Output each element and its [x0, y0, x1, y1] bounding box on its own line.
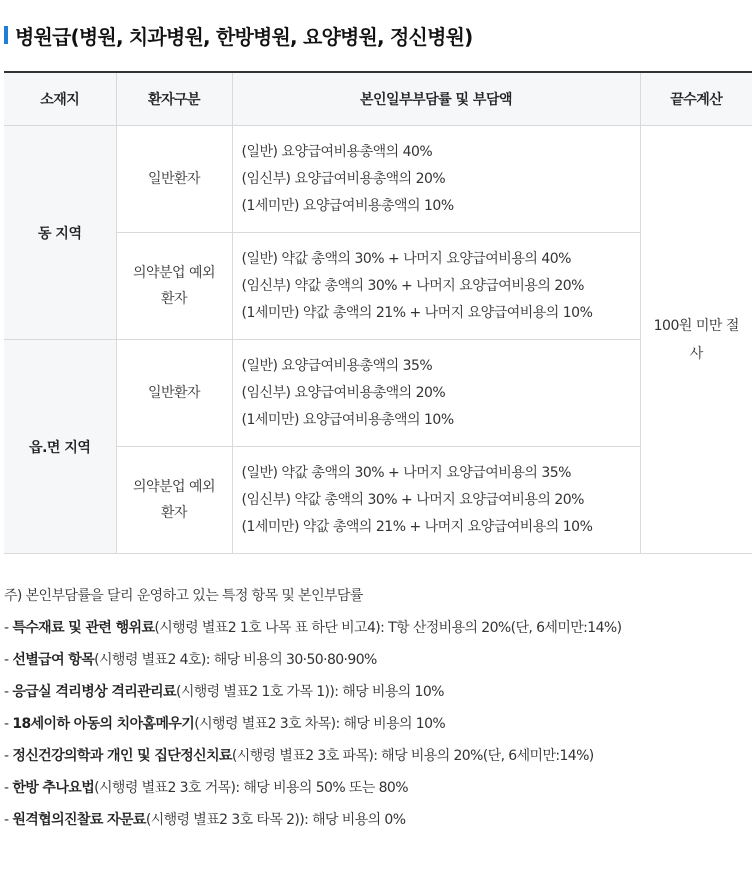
note-item: - 응급실 격리병상 격리관리료(시행령 별표2 1호 가목 1)): 해당 비용의 10% — [4, 684, 444, 700]
note-label: 원격협의진찰료 자문료 — [12, 812, 146, 828]
note-label: 한방 추나요법 — [12, 780, 95, 796]
note-text: (시행령 별표2 3호 거목): 해당 비용의 50% 또는 80% — [94, 780, 408, 796]
rate-cell — [232, 233, 640, 340]
table-row — [4, 126, 752, 233]
header-region: 소재지 — [4, 72, 116, 126]
table-header-row — [4, 72, 752, 126]
table-row — [4, 340, 752, 447]
rate-line: (1세미만) 약값 총액의 21% + 나머지 요양급여비용의 10% — [241, 518, 593, 535]
note-label: 특수재료 및 관련 행위료 — [12, 620, 155, 636]
rate-line: (임신부) 요양급여비용총액의 20% — [241, 384, 446, 401]
header-rate: 본인일부부담률 및 부담액 — [232, 72, 640, 126]
rate-line: (일반) 요양급여비용총액의 35% — [241, 357, 433, 374]
note-label: 정신건강의학과 개인 및 집단정신치료 — [12, 748, 232, 764]
note-text: (시행령 별표2 3호 차목): 해당 비용의 10% — [194, 716, 446, 732]
copayment-table — [4, 71, 752, 554]
note-item: - 선별급여 항목(시행령 별표2 4호): 해당 비용의 30·50·80·90% — [4, 652, 377, 668]
rate-line: (1세미만) 약값 총액의 21% + 나머지 요양급여비용의 10% — [241, 304, 593, 321]
header-patient-type: 환자구분 — [116, 72, 232, 126]
note-item: - 정신건강의학과 개인 및 집단정신치료(시행령 별표2 3호 파목): 해당 비용의 20%(단, 6세미만:14%) — [4, 748, 594, 764]
note-text: (시행령 별표2 4호): 해당 비용의 30·50·80·90% — [94, 652, 377, 668]
note-item: - 특수재료 및 관련 행위료(시행령 별표2 1호 나목 표 하단 비고4): T항 산정비용의 20%(단, 6세미만:14%) — [4, 620, 622, 636]
patient-type-cell: 의약분업 예외환자 — [116, 447, 232, 554]
rate-line: (임신부) 약값 총액의 30% + 나머지 요양급여비용의 20% — [241, 491, 584, 508]
note-item: - 18세이하 아동의 치아홈메우기(시행령 별표2 3호 차목): 해당 비용의 10% — [4, 716, 446, 732]
rate-line: (일반) 약값 총액의 30% + 나머지 요양급여비용의 40% — [241, 250, 571, 267]
note-label: 선별급여 항목 — [12, 652, 95, 668]
note-item: - 원격협의진찰료 자문료(시행령 별표2 3호 타목 2)): 해당 비용의 0% — [4, 812, 406, 828]
table-row — [4, 447, 752, 554]
note-label: 응급실 격리병상 격리관리료 — [12, 684, 176, 700]
note-text: (시행령 별표2 3호 타목 2)): 해당 비용의 0% — [145, 812, 406, 828]
rate-line: (일반) 요양급여비용총액의 40% — [241, 143, 433, 160]
rounding-cell: 100원 미만 절사 — [640, 126, 752, 554]
rate-line: (임신부) 요양급여비용총액의 20% — [241, 170, 446, 187]
region-cell: 읍.면 지역 — [4, 340, 116, 554]
note-label: 18세이하 아동의 치아홈메우기 — [12, 716, 195, 732]
rate-cell — [232, 447, 640, 554]
notes-heading: 주) 본인부담률을 달리 운영하고 있는 특정 항목 및 본인부담률 — [4, 588, 363, 604]
header-rounding: 끝수계산 — [640, 72, 752, 126]
rate-cell — [232, 340, 640, 447]
note-text: (시행령 별표2 1호 나목 표 하단 비고4): T항 산정비용의 20%(단, 6세미만:14%) — [154, 620, 622, 636]
patient-type-cell: 일반환자 — [116, 126, 232, 233]
region-cell: 동 지역 — [4, 126, 116, 340]
note-item: - 한방 추나요법(시행령 별표2 3호 거목): 해당 비용의 50% 또는 80% — [4, 780, 408, 796]
section-title — [4, 22, 472, 48]
patient-type-cell: 일반환자 — [116, 340, 232, 447]
rate-line: (일반) 약값 총액의 30% + 나머지 요양급여비용의 35% — [241, 464, 571, 481]
patient-type-cell: 의약분업 예외환자 — [116, 233, 232, 340]
notes-section — [4, 580, 752, 836]
rate-line: (임신부) 약값 총액의 30% + 나머지 요양급여비용의 20% — [241, 277, 584, 294]
rate-line: (1세미만) 요양급여비용총액의 10% — [241, 411, 454, 428]
page-title: 병원급(병원, 치과병원, 한방병원, 요양병원, 정신병원) — [15, 24, 473, 49]
table-row — [4, 233, 752, 340]
note-text: (시행령 별표2 3호 파목): 해당 비용의 20%(단, 6세미만:14%) — [231, 748, 594, 764]
rate-cell — [232, 126, 640, 233]
note-text: (시행령 별표2 1호 가목 1)): 해당 비용의 10% — [175, 684, 444, 700]
title-accent-bar — [4, 26, 8, 44]
rate-line: (1세미만) 요양급여비용총액의 10% — [241, 197, 454, 214]
